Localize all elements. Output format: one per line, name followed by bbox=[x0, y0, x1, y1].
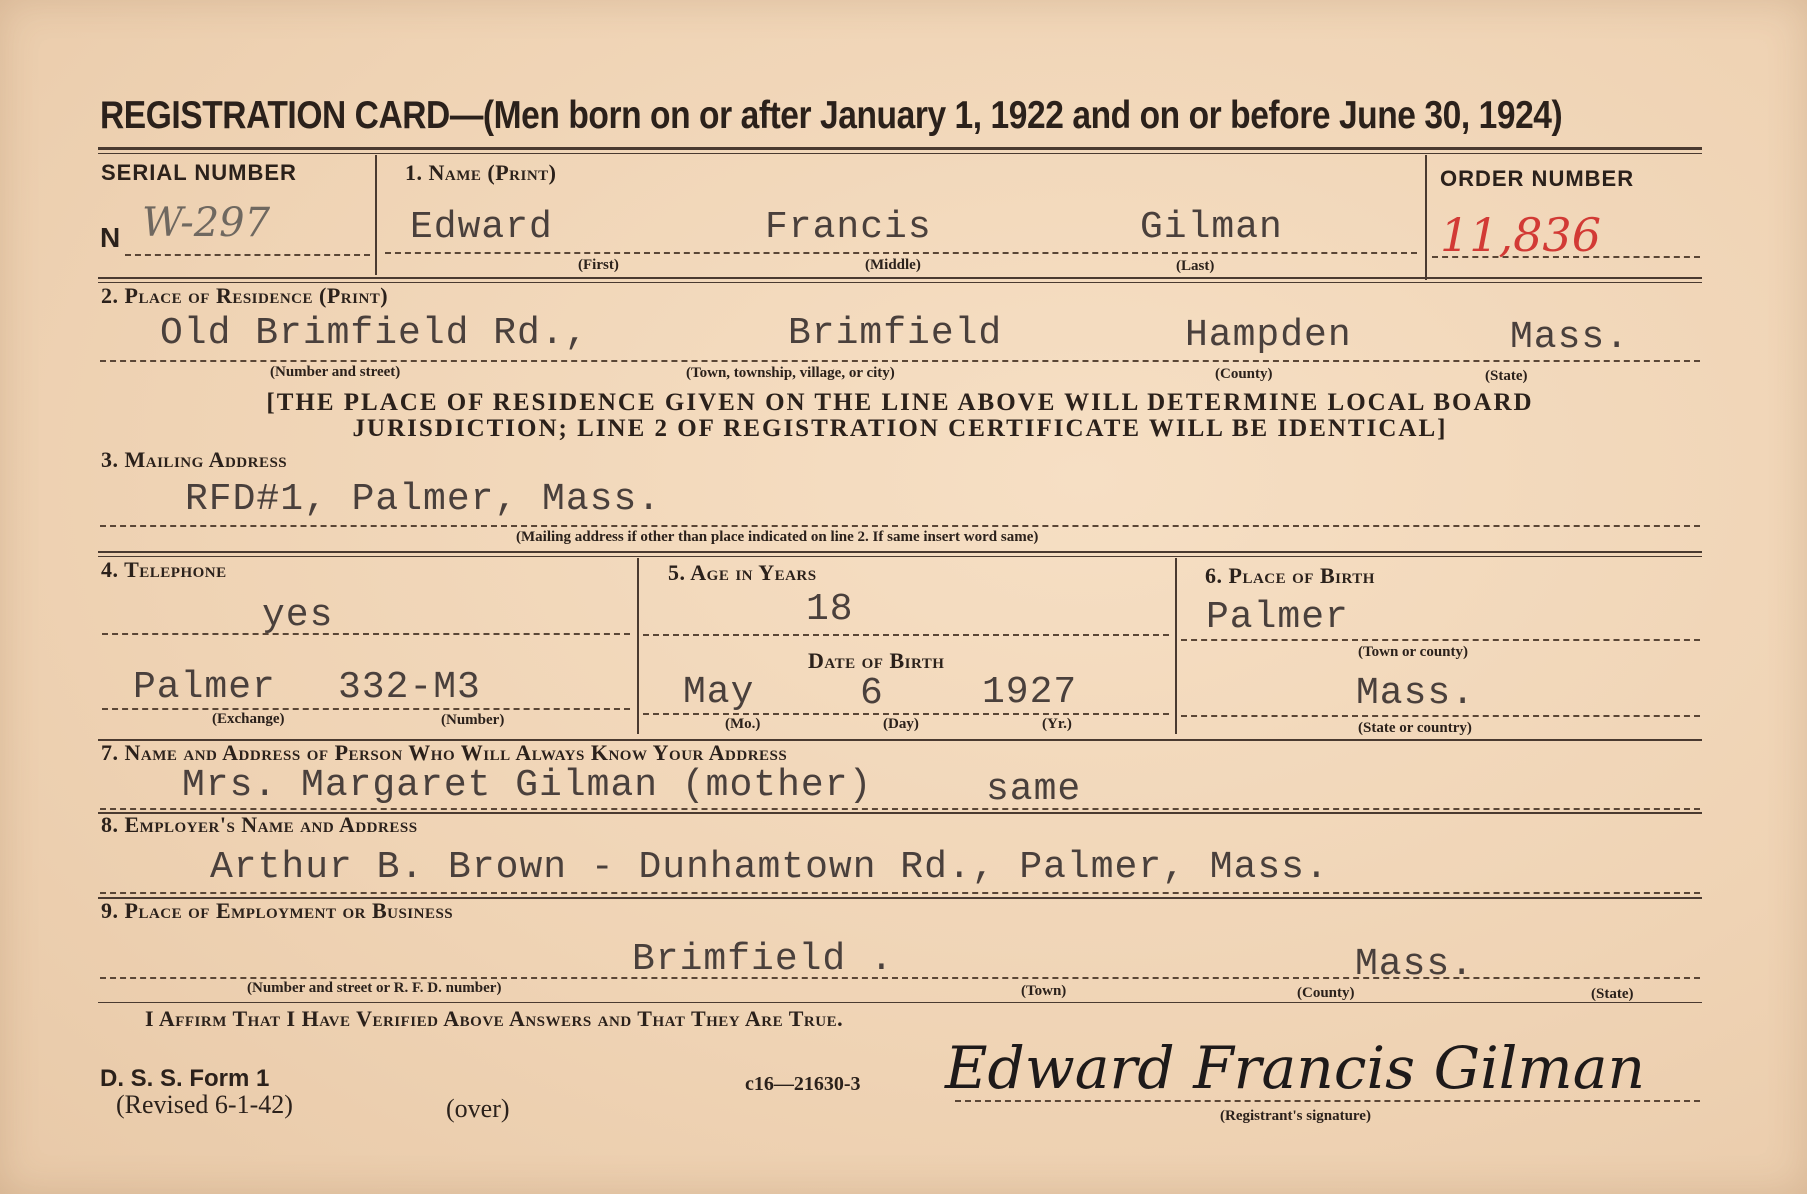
rule bbox=[98, 556, 1702, 557]
serial-number-value: W-297 bbox=[142, 200, 271, 246]
contact-line bbox=[100, 808, 1700, 810]
dob-month: May bbox=[683, 671, 755, 714]
affirmation: I Affirm That I Have Verified Above Answers and That They Are True. bbox=[145, 1006, 844, 1031]
year-caption: (Yr.) bbox=[1042, 716, 1072, 732]
mailing-label: 3. Mailing Address bbox=[101, 447, 288, 472]
residence-label: 2. Place of Residence (Print) bbox=[101, 283, 389, 308]
employment-street-caption: (Number and street or R. F. D. number) bbox=[247, 980, 502, 996]
form-name: D. S. S. Form 1 bbox=[100, 1065, 270, 1092]
employment-town: Brimfield . bbox=[632, 938, 894, 981]
birthplace-label: 6. Place of Birth bbox=[1205, 563, 1375, 588]
middle-name: Francis bbox=[765, 206, 932, 249]
name-label: 1. Name (Print) bbox=[405, 160, 557, 185]
notice-line-1: [THE PLACE OF RESIDENCE GIVEN ON THE LINE ABOVE WILL DETERMINE LOCAL BOARD bbox=[266, 389, 1534, 416]
order-number-value: 11,836 bbox=[1440, 208, 1601, 262]
birthplace-town: Palmer bbox=[1206, 596, 1349, 639]
employment-county-caption: (County) bbox=[1297, 985, 1355, 1001]
exchange-caption: (Exchange) bbox=[212, 711, 285, 727]
telephone-number: 332-M3 bbox=[338, 666, 481, 709]
contact-label: 7. Name and Address of Person Who Will Always Know Your Address bbox=[101, 740, 788, 765]
serial-prefix: N bbox=[100, 222, 122, 253]
mailing-line bbox=[100, 525, 1700, 527]
birthplace-state: Mass. bbox=[1356, 672, 1476, 715]
residence-line bbox=[100, 360, 1700, 362]
residence-town: Brimfield bbox=[788, 312, 1003, 355]
notice-line-2: JURISDICTION; LINE 2 OF REGISTRATION CERTIFICATE WILL BE IDENTICAL] bbox=[352, 415, 1448, 442]
serial-number-label: SERIAL NUMBER bbox=[101, 160, 297, 185]
phone-number-line bbox=[102, 708, 630, 710]
last-name: Gilman bbox=[1140, 206, 1283, 249]
age-line bbox=[643, 634, 1169, 636]
signature-line bbox=[955, 1100, 1700, 1102]
employment-label: 9. Place of Employment or Business bbox=[101, 898, 454, 923]
form-revised: (Revised 6-1-42) bbox=[116, 1090, 293, 1119]
dob-line bbox=[643, 713, 1169, 715]
telephone-value: yes bbox=[262, 594, 334, 637]
card-title: REGISTRATION CARD—(Men born on or after January 1, 1922 and on or before June 30, 1924) bbox=[100, 94, 1563, 137]
employment-county: Mass. bbox=[1355, 943, 1475, 986]
serial-line bbox=[125, 254, 370, 256]
order-line bbox=[1432, 256, 1700, 258]
divider bbox=[1425, 155, 1427, 280]
divider bbox=[1175, 558, 1177, 734]
rule bbox=[98, 1002, 1702, 1003]
residence-street: Old Brimfield Rd., bbox=[160, 312, 589, 355]
order-number-label: ORDER NUMBER bbox=[1440, 166, 1635, 191]
first-name: Edward bbox=[410, 206, 553, 249]
birthplace-line bbox=[1181, 639, 1700, 641]
month-caption: (Mo.) bbox=[725, 716, 761, 732]
rule bbox=[98, 153, 1702, 154]
last-caption: (Last) bbox=[1176, 258, 1215, 274]
telephone-line bbox=[102, 633, 630, 635]
form-code: c16—21630-3 bbox=[745, 1073, 861, 1095]
dob-day: 6 bbox=[860, 672, 884, 715]
day-caption: (Day) bbox=[883, 716, 919, 732]
form-over: (over) bbox=[446, 1094, 510, 1123]
county-caption: (County) bbox=[1215, 366, 1273, 382]
mailing-address: RFD#1, Palmer, Mass. bbox=[185, 478, 662, 521]
state-caption: (State) bbox=[1485, 368, 1528, 384]
middle-caption: (Middle) bbox=[865, 257, 921, 273]
contact-value-2: same bbox=[986, 768, 1082, 811]
signature-text: Edward Francis Gilman bbox=[943, 1034, 1645, 1102]
birthplace-town-caption: (Town or county) bbox=[1358, 644, 1469, 660]
dob-year: 1927 bbox=[982, 671, 1078, 714]
telephone-exchange: Palmer bbox=[133, 666, 276, 709]
employer-line bbox=[100, 892, 1700, 894]
telephone-label: 4. Telephone bbox=[101, 557, 227, 582]
employment-town-caption: (Town) bbox=[1021, 983, 1067, 999]
employer-label: 8. Employer's Name and Address bbox=[101, 812, 418, 837]
rule bbox=[98, 277, 1702, 279]
first-caption: (First) bbox=[578, 257, 619, 273]
signature-caption: (Registrant's signature) bbox=[1220, 1108, 1371, 1124]
street-caption: (Number and street) bbox=[270, 364, 401, 380]
contact-value: Mrs. Margaret Gilman (mother) bbox=[182, 764, 873, 807]
rule bbox=[98, 551, 1702, 553]
birthplace-state-caption: (State or country) bbox=[1358, 720, 1472, 736]
dob-label: Date of Birth bbox=[808, 648, 945, 673]
residence-state: Mass. bbox=[1510, 316, 1630, 359]
age-value: 18 bbox=[806, 588, 854, 631]
residence-county: Hampden bbox=[1185, 314, 1352, 357]
age-label: 5. Age in Years bbox=[668, 560, 817, 585]
number-caption: (Number) bbox=[441, 712, 505, 728]
registrant-signature bbox=[940, 1030, 1700, 1110]
name-line bbox=[385, 252, 1417, 254]
town-caption: (Town, township, village, or city) bbox=[686, 365, 895, 381]
birth-state-line bbox=[1181, 715, 1700, 717]
rule bbox=[98, 147, 1702, 150]
employer-value: Arthur B. Brown - Dunhamtown Rd., Palmer, Mass. bbox=[210, 846, 1329, 889]
divider bbox=[375, 155, 377, 275]
mailing-caption: (Mailing address if other than place indicated on line 2. If same insert word same) bbox=[516, 529, 1039, 545]
divider bbox=[637, 558, 639, 734]
employment-line bbox=[100, 977, 1700, 979]
employment-state-caption: (State) bbox=[1591, 986, 1634, 1002]
